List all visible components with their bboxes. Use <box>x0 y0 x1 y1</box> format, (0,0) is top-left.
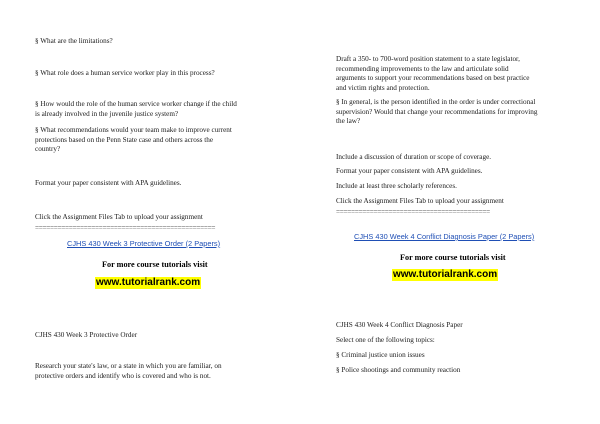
week4-conflict-diagnosis-link[interactable]: CJHS 430 Week 4 Conflict Diagnosis Paper (2 Papers) <box>354 232 535 241</box>
upload-instructions: Click the Assignment Files Tab to upload your assignment <box>35 213 203 221</box>
document-title: CJHS 430 Week 3 Protective Order <box>35 331 138 339</box>
draft-instructions: Draft a 350- to 700-word position statement to a state legislator, recommending improvements to the law and articulate solid arguments to support your recommendations based on best practice and victim rights and protection. <box>336 55 530 92</box>
more-tutorials-text: For more course tutorials visit <box>102 260 208 269</box>
more-tutorials-text-right: For more course tutorials visit <box>400 253 506 262</box>
question-limitations: § What are the limitations? <box>35 37 113 45</box>
document-title-right: CJHS 430 Week 4 Conflict Diagnosis Paper <box>336 321 463 329</box>
research-instructions: Research your state's law, or a state in which you are familiar, on protective orders and identify who is covered and who is not. <box>35 362 222 380</box>
scholarly-references-instructions: Include at least three scholarly references. <box>336 182 457 190</box>
select-topic-instructions: Select one of the following topics: <box>336 336 435 344</box>
upload-instructions-right: Click the Assignment Files Tab to upload your assignment <box>336 197 504 205</box>
tutorialrank-site-link[interactable]: www.tutorialrank.com <box>96 277 201 288</box>
format-instructions: Format your paper consistent with APA guidelines. <box>35 179 182 187</box>
question-correctional-supervision: § In general, is the person identified in the order is under correctional supervision? Would that change your recommendations for improving the law? <box>336 98 538 126</box>
question-recommendations: § What recommendations would your team make to improve current protections based on the Penn State case and others across the country? <box>35 126 232 154</box>
divider-rule-right: ========================================= <box>336 208 490 216</box>
divider-rule: ================================================ <box>35 224 216 232</box>
topic-police-shootings: § Police shootings and community reaction <box>336 366 461 374</box>
tutorialrank-site-link-right[interactable]: www.tutorialrank.com <box>393 269 498 280</box>
format-instructions-right: Format your paper consistent with APA guidelines. <box>336 167 483 175</box>
question-juvenile-justice: § How would the role of the human service worker change if the child is already involved in the juvenile justice system? <box>35 100 237 118</box>
topic-criminal-justice-union: § Criminal justice union issues <box>336 351 425 359</box>
duration-scope-instructions: Include a discussion of duration or scope of coverage. <box>336 153 492 161</box>
question-human-service-role: § What role does a human service worker play in this process? <box>35 69 215 77</box>
week3-protective-order-link[interactable]: CJHS 430 Week 3 Protective Order (2 Papers) <box>67 239 221 248</box>
